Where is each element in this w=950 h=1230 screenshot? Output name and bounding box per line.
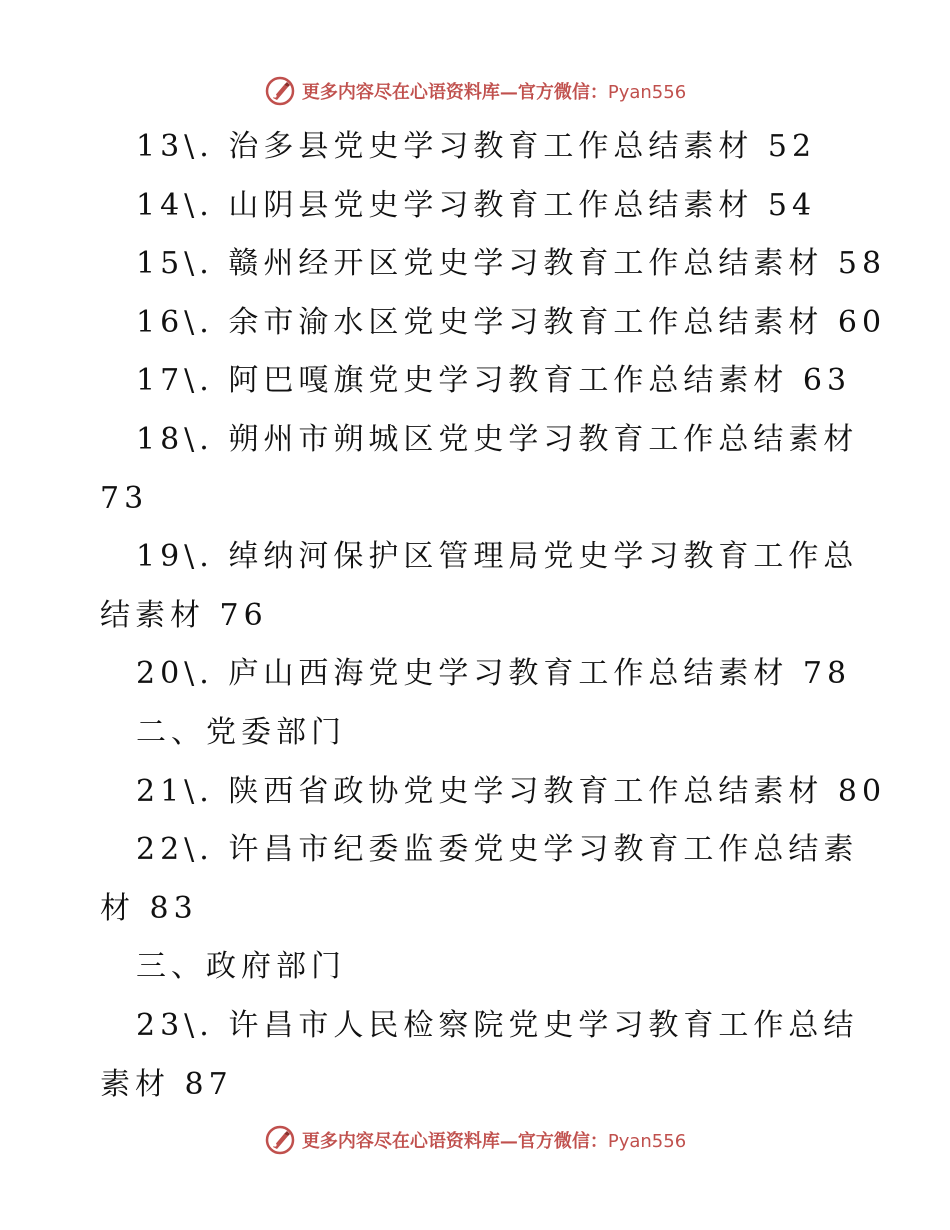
toc-line: 19\. 绰纳河保护区管理局党史学习教育工作总 xyxy=(136,539,859,575)
toc-line: 14\. 山阴县党史学习教育工作总结素材 54 xyxy=(136,187,817,223)
pen-nib-logo-icon xyxy=(264,1124,296,1156)
banner-text: 更多内容尽在心语资料库—官方微信：Pyan556 xyxy=(301,1131,687,1152)
header-watermark-banner xyxy=(0,71,950,111)
wechat-id: Pyan556 xyxy=(607,82,687,103)
pen-nib-logo-icon xyxy=(264,75,296,107)
toc-line-continuation: 结素材 76 xyxy=(100,597,268,633)
wechat-id: Pyan556 xyxy=(607,1131,687,1152)
toc-line: 21\. 陕西省政协党史学习教育工作总结素材 80 xyxy=(136,773,887,809)
toc-line-continuation: 材 83 xyxy=(100,890,198,926)
toc-line: 22\. 许昌市纪委监委党史学习教育工作总结素 xyxy=(136,832,859,868)
footer-watermark-banner xyxy=(0,1120,950,1160)
toc-line-continuation: 73 xyxy=(100,480,149,516)
section-heading: 二、党委部门 xyxy=(136,714,346,750)
toc-line: 13\. 治多县党史学习教育工作总结素材 52 xyxy=(136,129,817,164)
section-heading: 三、政府部门 xyxy=(136,949,346,985)
toc-line-continuation: 素材 87 xyxy=(100,1066,233,1102)
toc-line: 16\. 余市渝水区党史学习教育工作总结素材 60 xyxy=(136,304,887,340)
toc-line: 18\. 朔州市朔城区党史学习教育工作总结素材 xyxy=(136,421,859,457)
table-of-contents xyxy=(100,118,887,1114)
toc-line: 23\. 许昌市人民检察院党史学习教育工作总结 xyxy=(136,1007,859,1043)
toc-line: 20\. 庐山西海党史学习教育工作总结素材 78 xyxy=(136,656,852,692)
banner-text: 更多内容尽在心语资料库—官方微信：Pyan556 xyxy=(301,82,687,103)
toc-line: 15\. 赣州经开区党史学习教育工作总结素材 58 xyxy=(136,246,887,282)
toc-line: 17\. 阿巴嘎旗党史学习教育工作总结素材 63 xyxy=(136,363,852,399)
